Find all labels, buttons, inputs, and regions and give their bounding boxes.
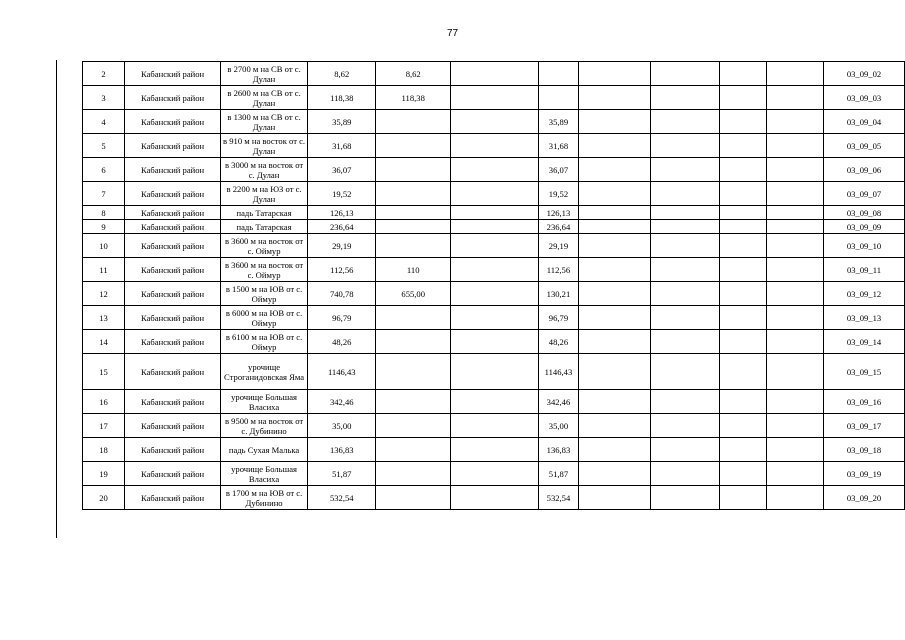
empty-cell — [767, 258, 824, 282]
page-number: 77 — [446, 28, 459, 39]
row-number-cell: 13 — [83, 306, 125, 330]
value-cell-1 — [376, 390, 450, 414]
area-cell: 118,38 — [308, 86, 376, 110]
value-cell-2 — [450, 390, 538, 414]
location-cell: падь Татарская — [221, 220, 308, 234]
value-cell-5 — [650, 414, 720, 438]
code-cell: 03_09_04 — [824, 110, 905, 134]
value-cell-6 — [720, 258, 767, 282]
table-row — [83, 62, 905, 86]
value-cell-1 — [376, 462, 450, 486]
code-cell: 03_09_13 — [824, 306, 905, 330]
code-cell: 03_09_02 — [824, 62, 905, 86]
district-cell: Кабанский район — [125, 462, 221, 486]
empty-cell — [767, 390, 824, 414]
row-number-cell: 8 — [83, 206, 125, 220]
area-cell: 236,64 — [308, 220, 376, 234]
code-cell: 03_09_10 — [824, 234, 905, 258]
value-cell-5 — [650, 110, 720, 134]
value-cell-5 — [650, 330, 720, 354]
table-row — [83, 86, 905, 110]
value-cell-2 — [450, 414, 538, 438]
value-cell-2 — [450, 282, 538, 306]
location-cell: в 2200 м на ЮЗ от с. Дулан — [221, 182, 308, 206]
area-cell: 1146,43 — [308, 354, 376, 390]
location-cell: в 3600 м на восток от с. Оймур — [221, 258, 308, 282]
district-cell: Кабанский район — [125, 86, 221, 110]
value-cell-5 — [650, 354, 720, 390]
row-number-cell: 16 — [83, 390, 125, 414]
empty-cell — [767, 182, 824, 206]
value-cell-4 — [579, 306, 651, 330]
value-cell-2 — [450, 62, 538, 86]
value-cell-6 — [720, 282, 767, 306]
value-cell-6 — [720, 390, 767, 414]
area-cell: 112,56 — [308, 258, 376, 282]
value-cell-2 — [450, 330, 538, 354]
value-cell-5 — [650, 438, 720, 462]
value-cell-6 — [720, 486, 767, 510]
value-cell-4 — [579, 486, 651, 510]
value-cell-2 — [450, 234, 538, 258]
value-cell-5 — [650, 62, 720, 86]
value-cell-4 — [579, 258, 651, 282]
table-row — [83, 438, 905, 462]
value-cell-6 — [720, 330, 767, 354]
table-row — [83, 462, 905, 486]
value-cell-4 — [579, 414, 651, 438]
value-cell-4 — [579, 134, 651, 158]
value-cell-2 — [450, 306, 538, 330]
margin-line — [56, 60, 57, 538]
value-cell-6 — [720, 206, 767, 220]
value-cell-2 — [450, 462, 538, 486]
value-cell-6 — [720, 220, 767, 234]
location-cell: в 910 м на восток от с. Дулан — [221, 134, 308, 158]
value-cell-1 — [376, 110, 450, 134]
area-cell: 29,19 — [308, 234, 376, 258]
value-cell-2 — [450, 134, 538, 158]
table-row — [83, 134, 905, 158]
value-cell-6 — [720, 62, 767, 86]
value-cell-4 — [579, 390, 651, 414]
district-cell: Кабанский район — [125, 110, 221, 134]
location-cell: падь Сухая Малька — [221, 438, 308, 462]
row-number-cell: 18 — [83, 438, 125, 462]
value-cell-1 — [376, 354, 450, 390]
value-cell-1 — [376, 158, 450, 182]
table-row — [83, 486, 905, 510]
row-number-cell: 10 — [83, 234, 125, 258]
value-cell-1: 110 — [376, 258, 450, 282]
district-cell: Кабанский район — [125, 234, 221, 258]
value-cell-3: 31,68 — [538, 134, 578, 158]
value-cell-6 — [720, 438, 767, 462]
row-number-cell: 14 — [83, 330, 125, 354]
value-cell-5 — [650, 220, 720, 234]
empty-cell — [767, 220, 824, 234]
table-row — [83, 282, 905, 306]
value-cell-3: 35,89 — [538, 110, 578, 134]
code-cell: 03_09_12 — [824, 282, 905, 306]
code-cell: 03_09_18 — [824, 438, 905, 462]
value-cell-1 — [376, 220, 450, 234]
value-cell-3: 130,21 — [538, 282, 578, 306]
value-cell-4 — [579, 462, 651, 486]
value-cell-1 — [376, 486, 450, 510]
area-cell: 35,00 — [308, 414, 376, 438]
row-number-cell: 19 — [83, 462, 125, 486]
value-cell-6 — [720, 462, 767, 486]
table-row — [83, 110, 905, 134]
value-cell-5 — [650, 182, 720, 206]
value-cell-3: 36,07 — [538, 158, 578, 182]
empty-cell — [767, 486, 824, 510]
district-cell: Кабанский район — [125, 438, 221, 462]
value-cell-6 — [720, 134, 767, 158]
value-cell-6 — [720, 86, 767, 110]
location-cell: в 1700 м на ЮВ от с. Дубинино — [221, 486, 308, 510]
location-cell: урочище Большая Власиха — [221, 462, 308, 486]
value-cell-6 — [720, 414, 767, 438]
table-row — [83, 182, 905, 206]
value-cell-3: 136,83 — [538, 438, 578, 462]
district-cell: Кабанский район — [125, 486, 221, 510]
district-cell: Кабанский район — [125, 182, 221, 206]
table-row — [83, 234, 905, 258]
district-cell: Кабанский район — [125, 414, 221, 438]
empty-cell — [767, 234, 824, 258]
value-cell-5 — [650, 390, 720, 414]
empty-cell — [767, 354, 824, 390]
location-cell: в 9500 м на восток от с. Дубинино — [221, 414, 308, 438]
code-cell: 03_09_15 — [824, 354, 905, 390]
empty-cell — [767, 462, 824, 486]
area-cell: 48,26 — [308, 330, 376, 354]
value-cell-4 — [579, 330, 651, 354]
empty-cell — [767, 110, 824, 134]
area-cell: 532,54 — [308, 486, 376, 510]
table-row — [83, 414, 905, 438]
value-cell-5 — [650, 282, 720, 306]
value-cell-6 — [720, 234, 767, 258]
table-body — [83, 62, 905, 510]
district-cell: Кабанский район — [125, 354, 221, 390]
row-number-cell: 2 — [83, 62, 125, 86]
location-cell: урочище Строганидовская Яма — [221, 354, 308, 390]
table-row — [83, 158, 905, 182]
value-cell-4 — [579, 234, 651, 258]
area-cell: 136,83 — [308, 438, 376, 462]
empty-cell — [767, 206, 824, 220]
value-cell-6 — [720, 110, 767, 134]
area-cell: 19,52 — [308, 182, 376, 206]
table-row — [83, 330, 905, 354]
value-cell-5 — [650, 258, 720, 282]
area-cell: 126,13 — [308, 206, 376, 220]
location-cell: в 2600 м на СВ от с. Дулан — [221, 86, 308, 110]
value-cell-3: 35,00 — [538, 414, 578, 438]
value-cell-2 — [450, 110, 538, 134]
empty-cell — [767, 306, 824, 330]
area-cell: 8,62 — [308, 62, 376, 86]
value-cell-4 — [579, 206, 651, 220]
code-cell: 03_09_17 — [824, 414, 905, 438]
district-cell: Кабанский район — [125, 306, 221, 330]
value-cell-4 — [579, 220, 651, 234]
row-number-cell: 9 — [83, 220, 125, 234]
land-plots-table — [82, 61, 905, 510]
empty-cell — [767, 134, 824, 158]
area-cell: 96,79 — [308, 306, 376, 330]
value-cell-1 — [376, 206, 450, 220]
area-cell: 740,78 — [308, 282, 376, 306]
district-cell: Кабанский район — [125, 330, 221, 354]
value-cell-6 — [720, 306, 767, 330]
value-cell-2 — [450, 354, 538, 390]
value-cell-3: 342,46 — [538, 390, 578, 414]
empty-cell — [767, 414, 824, 438]
value-cell-1 — [376, 414, 450, 438]
code-cell: 03_09_11 — [824, 258, 905, 282]
value-cell-4 — [579, 182, 651, 206]
value-cell-4 — [579, 62, 651, 86]
value-cell-2 — [450, 220, 538, 234]
code-cell: 03_09_14 — [824, 330, 905, 354]
value-cell-2 — [450, 258, 538, 282]
value-cell-3: 96,79 — [538, 306, 578, 330]
location-cell: в 6100 м на ЮВ от с. Оймур — [221, 330, 308, 354]
value-cell-4 — [579, 354, 651, 390]
value-cell-5 — [650, 206, 720, 220]
district-cell: Кабанский район — [125, 220, 221, 234]
empty-cell — [767, 86, 824, 110]
value-cell-5 — [650, 486, 720, 510]
code-cell: 03_09_03 — [824, 86, 905, 110]
value-cell-3: 19,52 — [538, 182, 578, 206]
location-cell: падь Татарская — [221, 206, 308, 220]
value-cell-1: 118,38 — [376, 86, 450, 110]
value-cell-5 — [650, 158, 720, 182]
value-cell-3: 236,64 — [538, 220, 578, 234]
code-cell: 03_09_09 — [824, 220, 905, 234]
value-cell-6 — [720, 354, 767, 390]
location-cell: в 1300 м на СВ от с. Дулан — [221, 110, 308, 134]
value-cell-5 — [650, 306, 720, 330]
table-row — [83, 354, 905, 390]
value-cell-3: 48,26 — [538, 330, 578, 354]
location-cell: в 3000 м на восток от с. Дулан — [221, 158, 308, 182]
district-cell: Кабанский район — [125, 206, 221, 220]
value-cell-2 — [450, 158, 538, 182]
table-row — [83, 306, 905, 330]
value-cell-3: 29,19 — [538, 234, 578, 258]
value-cell-1: 655,00 — [376, 282, 450, 306]
empty-cell — [767, 438, 824, 462]
value-cell-3 — [538, 86, 578, 110]
value-cell-2 — [450, 486, 538, 510]
value-cell-3: 1146,43 — [538, 354, 578, 390]
value-cell-2 — [450, 182, 538, 206]
empty-cell — [767, 62, 824, 86]
location-cell: в 2700 м на СВ от с. Дулан — [221, 62, 308, 86]
row-number-cell: 3 — [83, 86, 125, 110]
row-number-cell: 15 — [83, 354, 125, 390]
area-cell: 35,89 — [308, 110, 376, 134]
value-cell-4 — [579, 110, 651, 134]
empty-cell — [767, 158, 824, 182]
table-row — [83, 206, 905, 220]
value-cell-2 — [450, 438, 538, 462]
row-number-cell: 11 — [83, 258, 125, 282]
district-cell: Кабанский район — [125, 158, 221, 182]
row-number-cell: 20 — [83, 486, 125, 510]
value-cell-1 — [376, 306, 450, 330]
value-cell-1 — [376, 438, 450, 462]
value-cell-3: 112,56 — [538, 258, 578, 282]
value-cell-5 — [650, 234, 720, 258]
area-cell: 51,87 — [308, 462, 376, 486]
value-cell-4 — [579, 86, 651, 110]
value-cell-4 — [579, 438, 651, 462]
code-cell: 03_09_08 — [824, 206, 905, 220]
value-cell-3 — [538, 62, 578, 86]
value-cell-4 — [579, 158, 651, 182]
value-cell-1: 8,62 — [376, 62, 450, 86]
value-cell-2 — [450, 86, 538, 110]
code-cell: 03_09_06 — [824, 158, 905, 182]
location-cell: в 3600 м на восток от с. Оймур — [221, 234, 308, 258]
value-cell-2 — [450, 206, 538, 220]
value-cell-4 — [579, 282, 651, 306]
area-cell: 342,46 — [308, 390, 376, 414]
district-cell: Кабанский район — [125, 134, 221, 158]
district-cell: Кабанский район — [125, 62, 221, 86]
table-row — [83, 220, 905, 234]
code-cell: 03_09_16 — [824, 390, 905, 414]
empty-cell — [767, 330, 824, 354]
empty-cell — [767, 282, 824, 306]
value-cell-5 — [650, 86, 720, 110]
value-cell-1 — [376, 330, 450, 354]
location-cell: урочище Большая Власиха — [221, 390, 308, 414]
row-number-cell: 4 — [83, 110, 125, 134]
value-cell-1 — [376, 182, 450, 206]
location-cell: в 6000 м на ЮВ от с. Оймур — [221, 306, 308, 330]
table-row — [83, 390, 905, 414]
area-cell: 31,68 — [308, 134, 376, 158]
value-cell-1 — [376, 234, 450, 258]
value-cell-1 — [376, 134, 450, 158]
code-cell: 03_09_05 — [824, 134, 905, 158]
district-cell: Кабанский район — [125, 390, 221, 414]
code-cell: 03_09_07 — [824, 182, 905, 206]
value-cell-5 — [650, 134, 720, 158]
value-cell-3: 532,54 — [538, 486, 578, 510]
value-cell-3: 51,87 — [538, 462, 578, 486]
district-cell: Кабанский район — [125, 258, 221, 282]
value-cell-5 — [650, 462, 720, 486]
location-cell: в 1500 м на ЮВ от с. Оймур — [221, 282, 308, 306]
row-number-cell: 7 — [83, 182, 125, 206]
value-cell-6 — [720, 182, 767, 206]
row-number-cell: 6 — [83, 158, 125, 182]
table-row — [83, 258, 905, 282]
value-cell-3: 126,13 — [538, 206, 578, 220]
value-cell-6 — [720, 158, 767, 182]
row-number-cell: 5 — [83, 134, 125, 158]
code-cell: 03_09_20 — [824, 486, 905, 510]
row-number-cell: 17 — [83, 414, 125, 438]
district-cell: Кабанский район — [125, 282, 221, 306]
code-cell: 03_09_19 — [824, 462, 905, 486]
row-number-cell: 12 — [83, 282, 125, 306]
area-cell: 36,07 — [308, 158, 376, 182]
